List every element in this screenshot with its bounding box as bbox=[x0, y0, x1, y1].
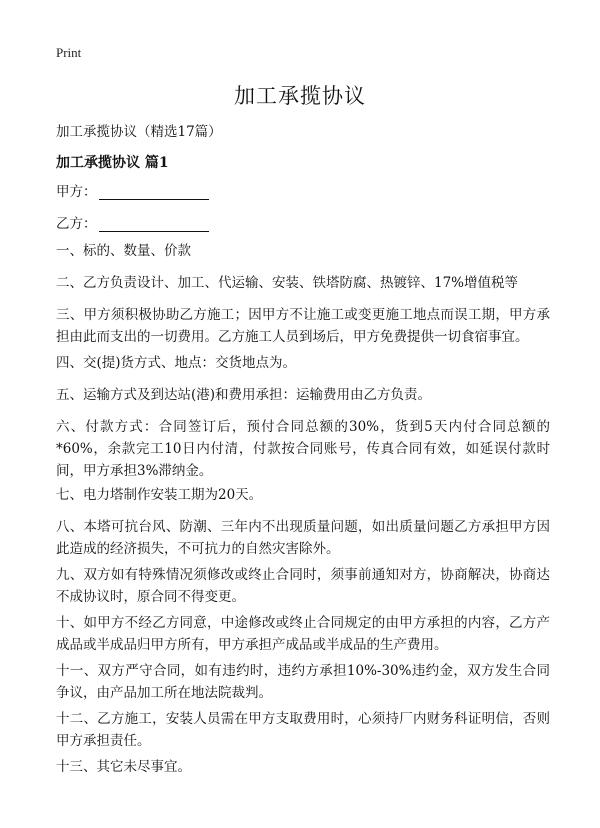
clause-13: 十三、其它未尽事宜。 bbox=[56, 759, 191, 775]
clause-7: 七、电力塔制作安装工期为20天。 bbox=[56, 487, 263, 503]
clause-10: 十、如甲方不经乙方同意，中途修改或终止合同规定的由甲方承担的内容，乙方产成品或半成品归甲方所有，甲方承担产成品或半成品的生产费用。 bbox=[56, 615, 550, 653]
party-b-blank bbox=[99, 217, 209, 232]
party-a-line bbox=[56, 180, 209, 200]
clause-2: 二、乙方负责设计、加工、代运输、安装、铁塔防腐、热镀锌、17%增值税等 bbox=[56, 275, 519, 291]
section-heading: 加工承揽协议 篇1 bbox=[56, 155, 169, 171]
clause-4: 四、交(提)货方式、地点：交货地点为。 bbox=[56, 355, 297, 371]
clause-9: 九、双方如有特殊情况须修改或终止合同时，须事前通知对方，协商解决，协商达不成协议时，原合同不得变更。 bbox=[56, 567, 550, 605]
party-b-label: 乙方： bbox=[56, 216, 97, 232]
document-subtitle: 加工承揽协议（精选17篇） bbox=[56, 124, 222, 140]
print-link[interactable]: Print bbox=[56, 45, 82, 60]
clause-5: 五、运输方式及到达站(港)和费用承担：运输费用由乙方负责。 bbox=[56, 387, 432, 403]
party-a-blank bbox=[99, 185, 209, 200]
clause-11: 十一、双方严守合同，如有违约时，违约方承担10%-30%违约金，双方发生合同争议，由产品加工所在地法院裁判。 bbox=[56, 663, 550, 701]
party-a-label: 甲方： bbox=[56, 184, 97, 200]
clause-3: 三、甲方须积极协助乙方施工；因甲方不让施工或变更施工地点而误工期，甲方承担由此而支出的一切费用。乙方施工人员到场后，甲方免费提供一切食宿事宜。 bbox=[56, 307, 550, 345]
party-b-line bbox=[56, 212, 209, 232]
clause-1: 一、标的、数量、价款 bbox=[56, 243, 191, 259]
clause-8: 八、本塔可抗台风、防潮、三年内不出现质量问题，如出质量问题乙方承担甲方因此造成的经济损失，不可抗力的自然灾害除外。 bbox=[56, 519, 550, 557]
document-title: 加工承揽协议 bbox=[234, 84, 366, 108]
clause-6: 六、付款方式：合同签订后，预付合同总额的30%，货到5天内付合同总额的*60%，余款完工10日内付清，付款按合同账号，传真合同有效，如延误付款时间，甲方承担3%滞纳金。 bbox=[56, 419, 550, 479]
clause-12: 十二、乙方施工，安装人员需在甲方支取费用时，心须持厂内财务科证明信，否则甲方承担责任。 bbox=[56, 711, 550, 749]
